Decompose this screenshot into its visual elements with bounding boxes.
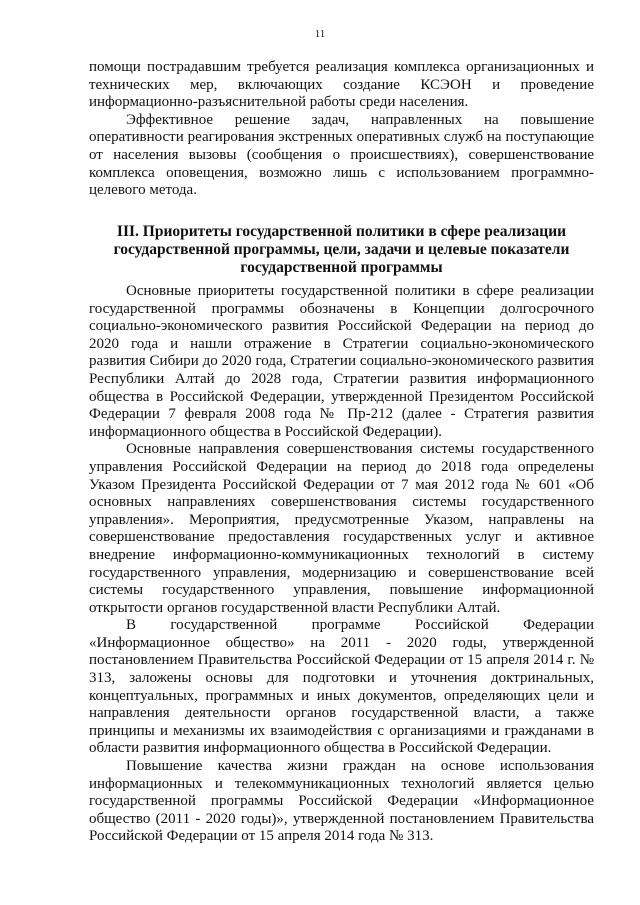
paragraph: Эффективное решение задач, направленных на повышение оперативности реагирования экстренных оперативных служб на поступающие от населения вызовы (сообщения о происшествиях), совершенствование комплекса оповещения, возможно лишь с использованием программно-целевого метода. — [89, 111, 594, 199]
paragraph: Основные приоритеты государственной политики в сфере реализации государственной программы обозначены в Концепции долгосрочного социально-экономического развития Российской Федерации на период до 2020 года и нашли отражение в Стратегии социально-экономического развития Сибири до 2020 года, Стратегии социально-экономического развития Республики Алтай до 2028 года, Стратегии развития информационного общества в Российской Федерации, утвержденной Президентом Российской Федерации 7 февраля 2008 года № Пр-212 (далее - Стратегия развития информационного общества в Российской Федерации). — [89, 283, 594, 440]
page-number: 11 — [314, 28, 326, 40]
main-text-block — [89, 283, 594, 846]
paragraph-continued: помощи пострадавшим требуется реализация комплекса организационных и технических мер, включающих создание КСЭОН и проведение информационно-разъяснительной работы среди населения. — [89, 59, 594, 111]
paragraph: Повышение качества жизни граждан на основе использования информационных и телекоммуникационных технологий является целью государственной программы Российской Федерации «Информационное общество (2011 - 2020 годы)», утвержденной постановлением Правительства Российской Федерации от 15 апреля 2014 года № 313. — [89, 758, 594, 845]
top-text-block — [89, 59, 594, 200]
paragraph: Основные направления совершенствования системы государственного управления Российской Федерации на период до 2018 года определены Указом Президента Российской Федерации от 7 мая 2012 года № 601 «Об основных направлениях совершенствования системы государственного управления». Мероприятия, предусмотренные Указом, направлены на совершенствование предоставления государственных услуг и активное внедрение информационно-коммуникационных технологий в систему государственного управления, модернизацию и совершенствование всей системы государственного управления, повышение информационной открытости органов государственной власти Республики Алтай. — [89, 441, 594, 616]
section-heading: III. Приоритеты государственной политики в сфере реализации государственной программы, цели, задачи и целевые показатели государственной программы — [113, 223, 570, 276]
paragraph: В государственной программе Российской Федерации «Информационное общество» на 2011 - 2020 годы, утвержденной постановлением Правительства Российской Федерации от 15 апреля 2014 г. № 313, заложены основы для подготовки и уточнения доктринальных, концептуальных, программных и иных документов, определяющих цели и направления деятельности органов государственной власти, а также принципы и механизмы их взаимодействия с организациями и гражданами в области развития информационного общества в Российской Федерации. — [89, 617, 594, 757]
